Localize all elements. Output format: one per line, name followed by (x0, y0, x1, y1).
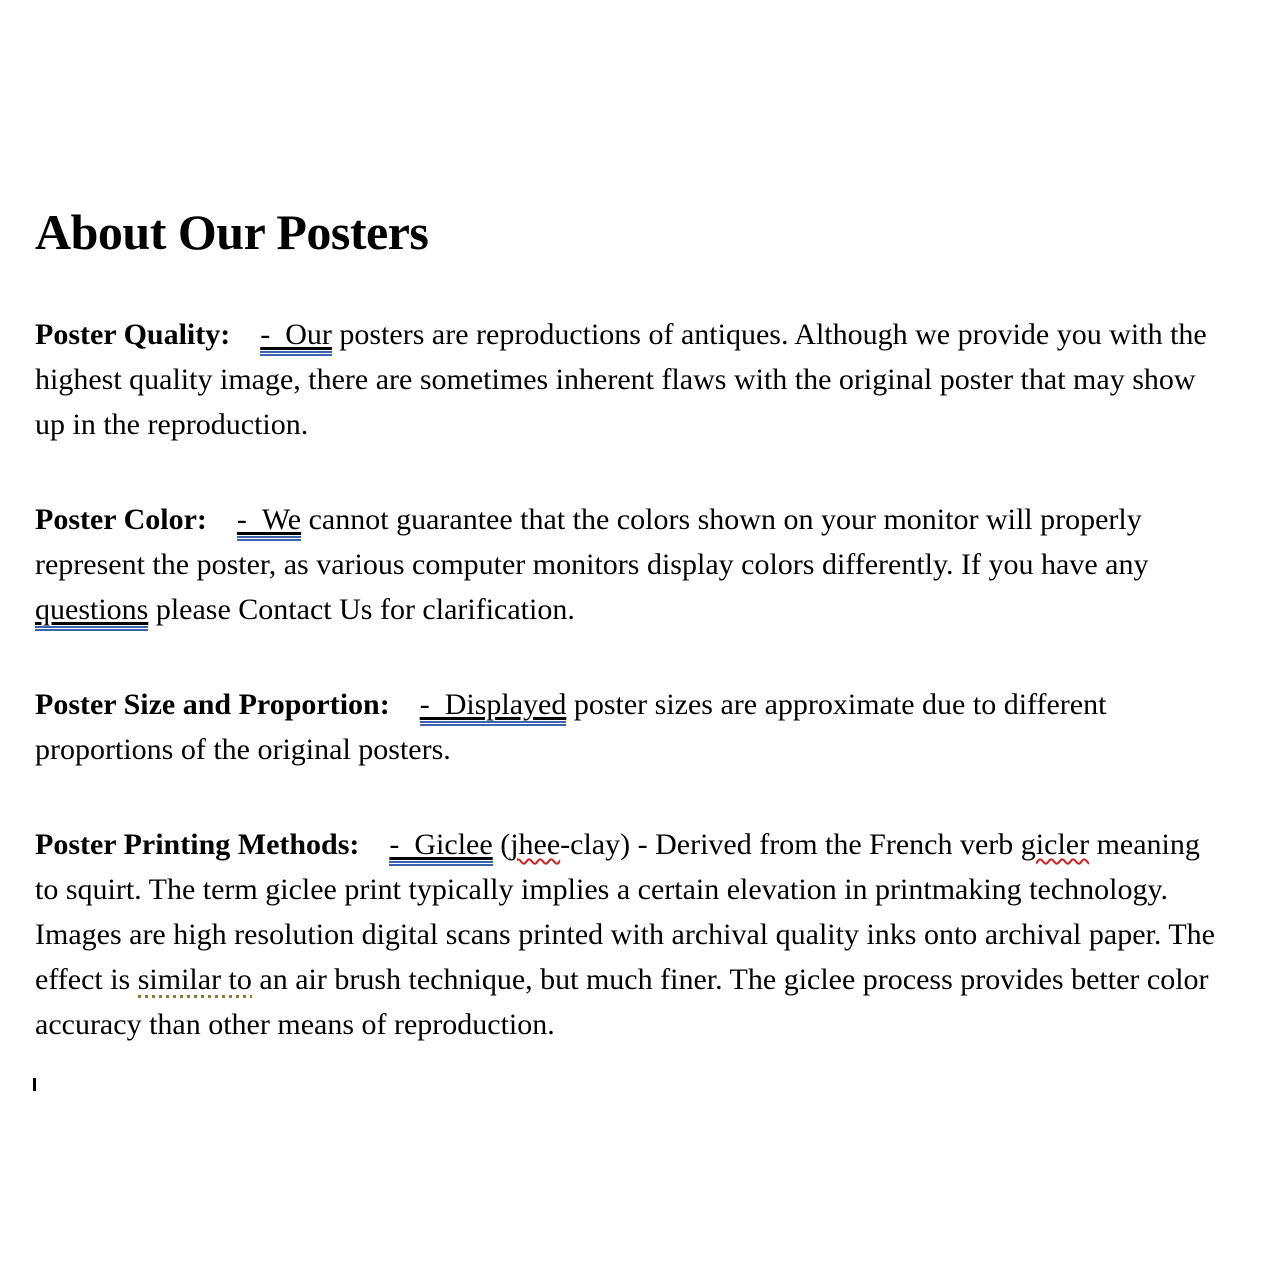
body-text: ( (492, 828, 511, 861)
underlined-phrase: - We (237, 503, 301, 541)
underlined-phrase: - Giclee (389, 828, 492, 866)
body-text: meaning to squirt. The term giclee print typically implies a certain elevation in printmaking technology. Images are high resolution digital scans printed with archival quality inks onto archival paper. The effect is (35, 828, 1215, 996)
body-text: posters are reproductions of antiques. Although we provide you with the highest quality image, there are sometimes inherent flaws with the original poster that may show up in the reproduction. (35, 318, 1207, 441)
body-text: an air brush technique, but much finer. The giclee process provides better color accuracy than other means of reproduction. (35, 963, 1209, 1041)
misspelled-word: jhee (510, 828, 561, 861)
body-text: -clay) - Derived from the French verb (560, 828, 1021, 861)
paragraph (35, 822, 1225, 1047)
underlined-phrase: questions (35, 593, 148, 631)
paragraph (35, 497, 1225, 632)
paragraph (35, 312, 1225, 447)
flagged-phrase: similar to (137, 963, 252, 996)
page-title: About Our Posters (35, 204, 429, 260)
paragraph (35, 682, 1225, 772)
body-text (230, 318, 260, 351)
underlined-phrase: - Displayed (420, 688, 567, 726)
body-text: poster sizes are approximate due to different proportions of the original posters. (35, 688, 1107, 766)
underlined-phrase: - Our (260, 318, 332, 356)
body-text (359, 828, 389, 861)
document-body (35, 312, 1225, 1047)
paragraph-label: Poster Printing Methods: (35, 828, 360, 861)
body-text: cannot guarantee that the colors shown on your monitor will properly represent the poster, as various computer monitors display colors differently. If you have any (35, 503, 1149, 581)
misspelled-word: gicler (1020, 828, 1090, 861)
paragraph-label: Poster Size and Proportion: (35, 688, 390, 721)
body-text (390, 688, 420, 721)
paragraph-label: Poster Color: (35, 503, 207, 536)
text-cursor (33, 1078, 36, 1091)
paragraph-label: Poster Quality: (35, 318, 231, 351)
body-text: please Contact Us for clarification. (148, 593, 575, 626)
body-text (207, 503, 237, 536)
